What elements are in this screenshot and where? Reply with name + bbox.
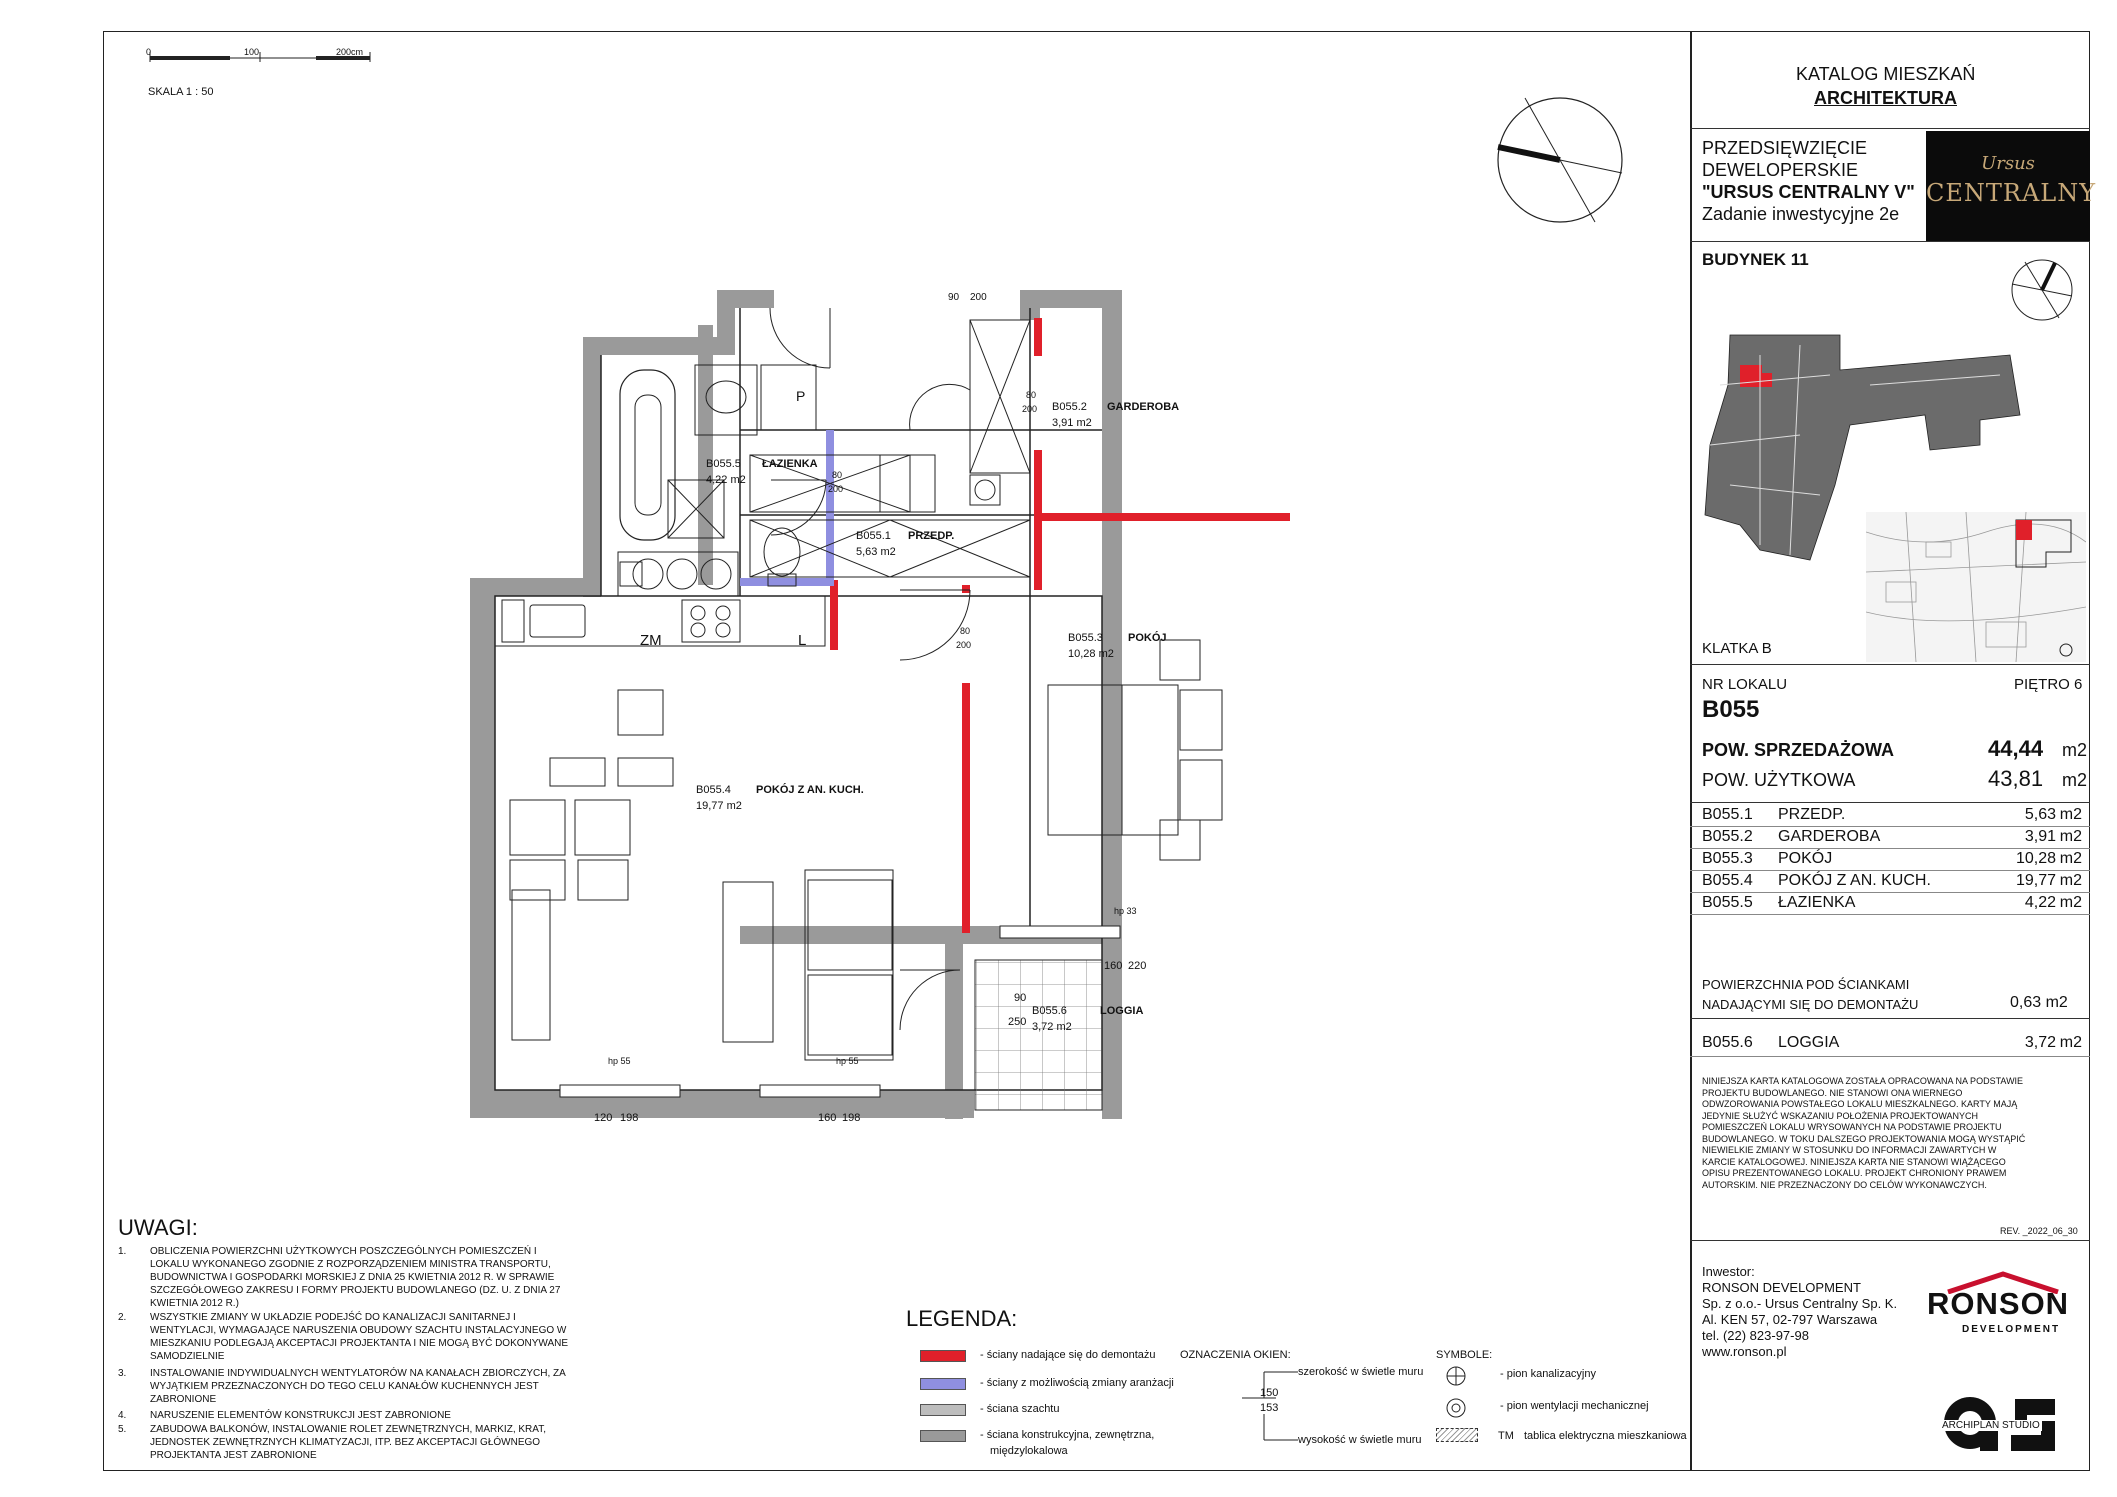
scale-label: SKALA 1 : 50	[148, 86, 214, 98]
usable-area-value: 43,81	[1988, 766, 2044, 791]
legend-arrange: - ściany z możliwością zmiany aranżacji	[980, 1377, 1174, 1389]
room-code-garderoba: B055.2	[1052, 401, 1087, 413]
sale-area-value: 44,44	[1988, 736, 2044, 761]
win-width-label: szerokość w świetle muru	[1298, 1366, 1424, 1378]
room-name-salon: POKÓJ Z AN. KUCH.	[756, 784, 864, 796]
dim-200-garderoba: 200	[1022, 404, 1038, 414]
notes-title: UWAGI:	[118, 1215, 198, 1240]
scale-tick-200: 200cm	[336, 47, 364, 57]
dim-hp55-b: hp 55	[836, 1056, 859, 1066]
dim-80-garderoba: 80	[1026, 390, 1037, 400]
dim-90: 90	[948, 292, 960, 303]
investor-line: www.ronson.pl	[1702, 1344, 1787, 1359]
floor-label: PIĘTRO 6	[2014, 676, 2083, 693]
scale-tick-100: 100	[244, 47, 260, 57]
dim-120: 120	[594, 1112, 613, 1124]
building-label: BUDYNEK 11	[1702, 250, 1809, 269]
dim-198-a: 198	[620, 1112, 639, 1124]
symbols-title: SYMBOLE:	[1436, 1349, 1493, 1361]
dim-80-pokoj: 80	[960, 626, 971, 636]
room-area-lazienka: 4,22 m2	[706, 474, 746, 486]
fixture-p: P	[796, 388, 806, 404]
win-153: 153	[1260, 1402, 1279, 1414]
win-height-label: wysokość w świetle muru	[1298, 1434, 1422, 1446]
legend-shaft: - ściana szachtu	[980, 1403, 1060, 1415]
scale-tick-0: 0	[146, 47, 152, 57]
investor-line: Sp. z o.o.- Ursus Centralny Sp. K.	[1702, 1296, 1898, 1311]
legend-swatch-shaft	[920, 1404, 966, 1416]
ursus-logo: Ursus CENTRALNY	[1926, 131, 2090, 241]
investor-line: RONSON DEVELOPMENT	[1702, 1280, 1861, 1295]
legend-structural: - ściana konstrukcyjna, zewnętrzna,	[980, 1429, 1155, 1441]
sale-area-label: POW. SPRZEDAŻOWA	[1702, 740, 1895, 760]
note-item: WSZYSTKIE ZMIANY W UKŁADZIE PODEJŚĆ DO KANALIZACJI SANITARNEJ I WENTYLACJI, WYMAGAJĄCE NARUSZENIA OBUDOWY SZACHTU INSTALACYJNEGO W MIESZKANIU PODLEGAJĄ AKCEPTACJI PROJEKTANTA I NIE MOGĄ BYĆ DOKONYWANE SAMODZIELNIE	[150, 1312, 569, 1362]
fixture-l: L	[798, 632, 807, 649]
room-code-salon: B055.4	[696, 784, 731, 796]
compass-icon	[1495, 95, 1625, 225]
revision: REV. _2022_06_30	[2000, 1226, 2078, 1236]
win-150: 150	[1260, 1387, 1279, 1399]
dim-160-loggia: 160	[1104, 960, 1123, 972]
studio-name: ARCHIPLAN STUDIO	[1942, 1420, 2040, 1431]
investor-line: Al. KEN 57, 02-797 Warszawa	[1702, 1312, 1878, 1327]
note-item: INSTALOWANIE INDYWIDUALNYCH WENTYLATORÓW NA KANAŁACH ZBIORCZYCH, ZA WYJĄTKIEM PRZEZNACZONYCH DO TEGO CELU KANAŁÓW KUCHENNYCH JEST ZABRONIONE	[150, 1368, 566, 1405]
project-line-1: PRZEDSIĘWZIĘCIE	[1702, 138, 1868, 158]
usable-area-unit: m2	[2062, 770, 2088, 790]
demolition-value: 0,63 m2	[2010, 994, 2068, 1011]
demolition-label-1: POWIERZCHNIA POD ŚCIANKAMI	[1702, 977, 1910, 992]
tm-symbol-icon	[1436, 1428, 1478, 1442]
sym-sewer: - pion kanalizacyjny	[1500, 1368, 1596, 1380]
project-line-2: DEWELOPERSKIE	[1702, 160, 1859, 180]
site-map	[1866, 512, 2086, 662]
dim-90-loggia: 90	[1014, 992, 1027, 1004]
sym-tm: TM	[1498, 1430, 1514, 1442]
vent-icon	[1444, 1396, 1468, 1420]
room-name-loggia: LOGGIA	[1100, 1005, 1144, 1017]
legend-swatch-arrange	[920, 1378, 966, 1390]
sym-vent: - pion wentylacji mechanicznej	[1500, 1400, 1649, 1412]
stair-label: KLATKA B	[1702, 640, 1772, 657]
legend-swatch-demolish	[920, 1350, 966, 1362]
catalog-title: KATALOG MIESZKAŃ	[1796, 64, 1976, 84]
compass-small-icon	[2010, 258, 2074, 322]
dim-200-pokoj: 200	[956, 640, 972, 650]
legend-structural-2: międzylokalowa	[990, 1445, 1068, 1457]
dim-80-lazienka: 80	[832, 470, 843, 480]
room-area-garderoba: 3,91 m2	[1052, 417, 1092, 429]
sewer-icon	[1444, 1364, 1468, 1388]
room-name-pokoj: POKÓJ	[1128, 632, 1167, 644]
legend-swatch-structural	[920, 1430, 966, 1442]
dim-160-b: 160	[818, 1112, 837, 1124]
usable-area-label: POW. UŻYTKOWA	[1702, 770, 1856, 790]
legend-demolish: - ściany nadające się do demontażu	[980, 1349, 1156, 1361]
section-title: ARCHITEKTURA	[1814, 88, 1957, 108]
ronson-logo-sub: DEVELOPMENT	[1962, 1324, 2061, 1335]
disclaimer: NINIEJSZA KARTA KATALOGOWA ZOSTAŁA OPRACOWANA NA PODSTAWIE PROJEKTU BUDOWLANEGO. NIE STANOWI ONA WIERNEGO ODWZOROWANIA POWSTAŁEGO LOKALU MIESZKALNEGO. KARTY MAJĄ JEDYNIE SŁUŻYĆ WSKAZANIU POŁOŻENIA PROJEKTOWANYCH POMIESZCZEŃ LOKALU WRYSOWANYCH NA PODSTAWIE PROJEKTU BUDOWLANEGO. W TOKU DALSZEGO PROJEKTOWANIA MOGĄ WYSTĄPIĆ NIEWIELKIE ZMIANY W STOSUNKU DO INFORMACJI ZAWARTYCH W KARCIE KATALOGOWEJ. NINIEJSZA KARTA NIE STANOWI WIĄŻĄCEGO OPISU PREZENTOWANEGO LOKALU. PROJEKT CHRONIONY PRAWEM AUTORSKIM. NIE PRZEZNACZONY DO CELÓW WYKONAWCZYCH.	[1702, 1076, 2026, 1190]
note-item: ZABUDOWA BALKONÓW, INSTALOWANIE ROLET ZEWNĘTRZNYCH, MARKIZ, KRAT, JEDNOSTEK ZEWNĘTRZNYCH KLIMATYZACJI, ITP. BEZ AKCEPTACJI GŁÓWNEGO PROJEKTANTA JEST ZABRONIONE	[150, 1424, 546, 1461]
dim-200: 200	[970, 292, 987, 303]
project-line-3: "URSUS CENTRALNY V"	[1702, 182, 1915, 202]
room-area-salon: 19,77 m2	[696, 800, 742, 812]
dim-198-b: 198	[842, 1112, 861, 1124]
sym-tm-text: tablica elektryczna mieszkaniowa	[1524, 1430, 1687, 1442]
room-name-lazienka: ŁAZIENKA	[762, 458, 818, 470]
room-code-przedp: B055.1	[856, 530, 891, 542]
room-area-loggia: 3,72 m2	[1032, 1021, 1072, 1033]
sale-area-unit: m2	[2062, 740, 2088, 760]
room-code-loggia: B055.6	[1032, 1005, 1067, 1017]
note-item: NARUSZENIE ELEMENTÓW KONSTRUKCJI JEST ZABRONIONE	[150, 1410, 451, 1421]
room-area-pokoj: 10,28 m2	[1068, 648, 1114, 660]
room-name-garderoba: GARDEROBA	[1107, 401, 1180, 413]
investor-line: tel. (22) 823-97-98	[1702, 1328, 1809, 1343]
project-line-4: Zadanie inwestycyjne 2e	[1702, 204, 1900, 224]
nr-lokalu-label: NR LOKALU	[1702, 676, 1788, 693]
dim-200-lazienka: 200	[828, 484, 844, 494]
dim-220-loggia: 220	[1128, 960, 1147, 972]
unit-id: B055	[1702, 696, 1760, 723]
title-block-divider	[1690, 31, 1692, 1471]
ronson-logo: RONSON	[1927, 1286, 2070, 1321]
demolition-label-2: NADAJĄCYMI SIĘ DO DEMONTAŻU	[1702, 997, 1919, 1012]
note-item: OBLICZENIA POWIERZCHNI UŻYTKOWYCH POSZCZEGÓLNYCH POMIESZCZEŃ I LOKALU WYKONANEGO ZGODNIE Z ROZPORZĄDZENIEM MINISTRA TRANSPORTU, BUDOWNICTWA I GOSPODARKI MORSKIEJ Z DNIA 25 KWIETNIA 2012 R. W SPRAWIE SZCZEGÓŁOWEGO ZAKRESU I FORMY PROJEKTU BUDOWLANEGO (DZ. U. Z DNIA 27 KWIETNIA 2012 R.)	[150, 1246, 561, 1309]
fixture-zm: ZM	[640, 632, 662, 649]
legend-title: LEGENDA:	[906, 1306, 1018, 1331]
room-code-pokoj: B055.3	[1068, 632, 1103, 644]
dim-hp33: hp 33	[1114, 906, 1137, 916]
room-area-przedp: 5,63 m2	[856, 546, 896, 558]
dim-hp55-a: hp 55	[608, 1056, 631, 1066]
room-name-przedp: PRZEDP.	[908, 530, 955, 542]
room-code-lazienka: B055.5	[706, 458, 741, 470]
dim-250-loggia: 250	[1008, 1016, 1027, 1028]
windows-title: OZNACZENIA OKIEN:	[1180, 1349, 1291, 1361]
investor-label: Inwestor:	[1702, 1264, 1755, 1279]
